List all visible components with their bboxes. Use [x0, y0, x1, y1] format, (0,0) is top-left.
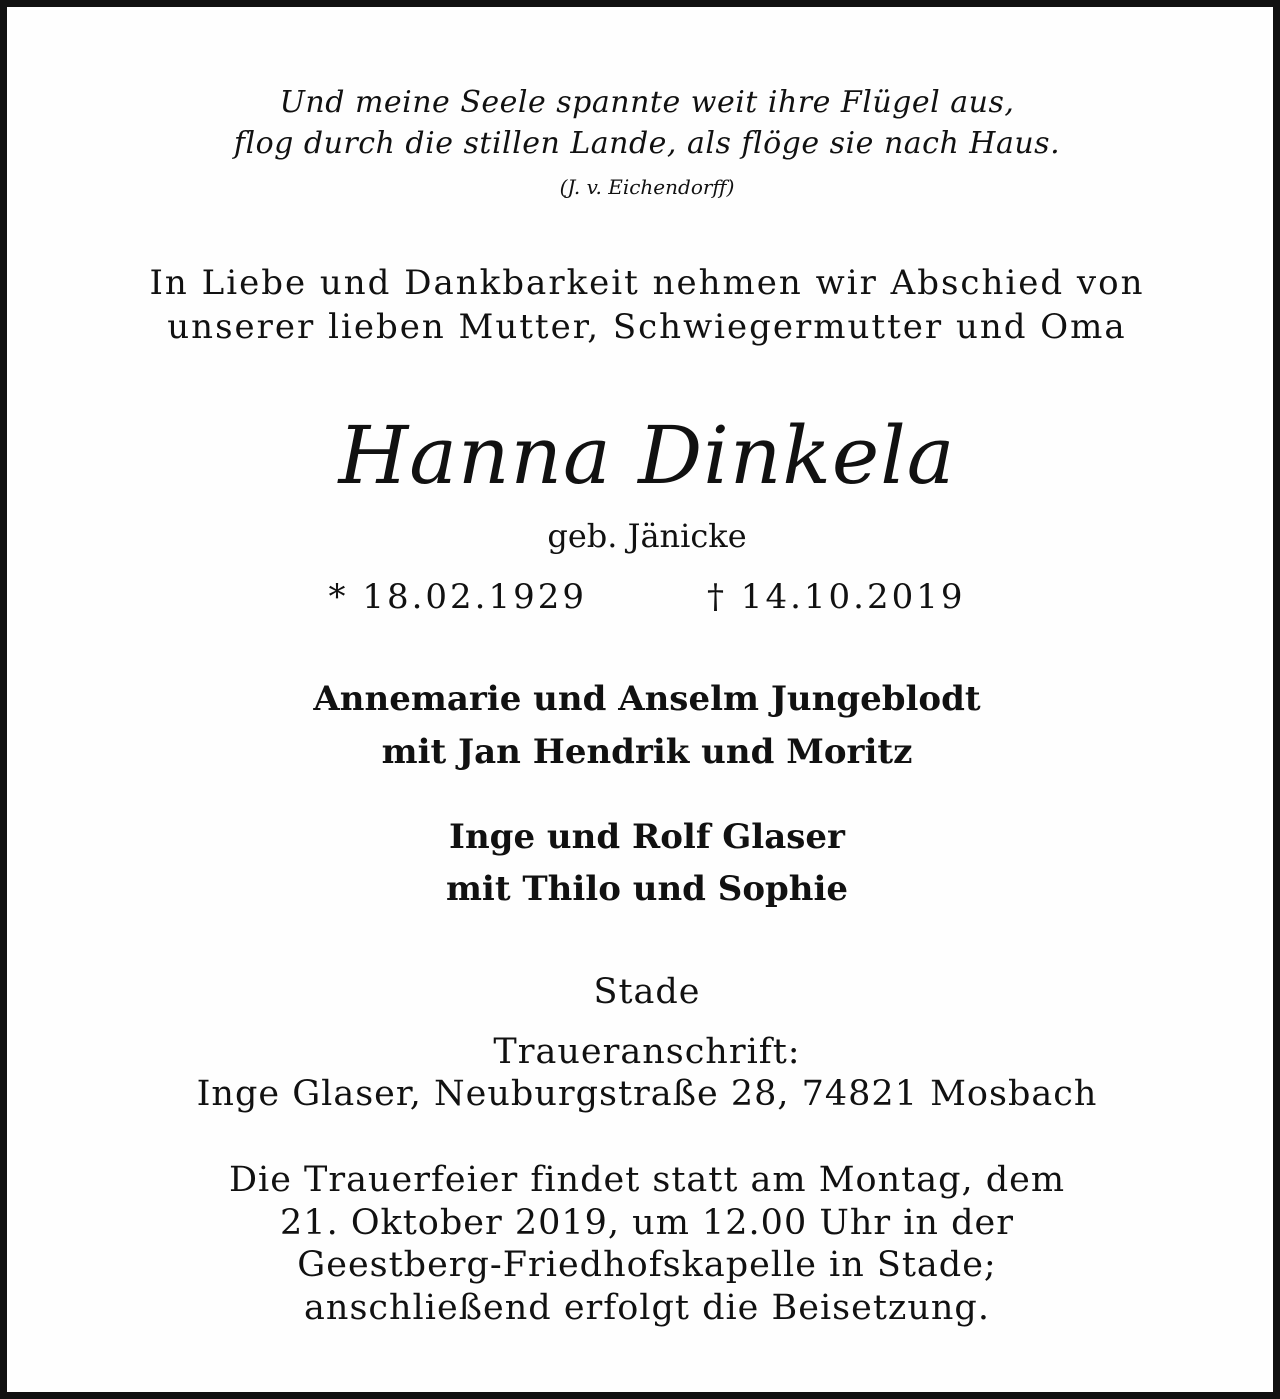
- intro-line-2: unserer lieben Mutter, Schwiegermutter und Oma: [167, 307, 1127, 347]
- birth-date: * 18.02.1929: [328, 577, 587, 617]
- place: Stade: [593, 972, 701, 1012]
- mourner-group-2-line-1: Inge und Rolf Glaser: [449, 817, 845, 857]
- ceremony-line-3: Geestberg-Friedhofskapelle in Stade;: [297, 1245, 997, 1285]
- mourner-group-1-line-1: Annemarie und Anselm Jungeblodt: [313, 679, 981, 719]
- intro-line-1: In Liebe und Dankbarkeit nehmen wir Abschied von: [149, 263, 1145, 303]
- mourner-group-1-line-2: mit Jan Hendrik und Moritz: [381, 732, 913, 772]
- ceremony-line-4: anschließend erfolgt die Beisetzung.: [304, 1288, 990, 1328]
- death-date: † 14.10.2019: [707, 577, 966, 617]
- maiden-name: geb. Jänicke: [547, 517, 747, 555]
- ceremony-line-2: 21. Oktober 2019, um 12.00 Uhr in der: [280, 1203, 1014, 1243]
- quote-line-2: flog durch die stillen Lande, als flöge sie nach Haus.: [233, 126, 1061, 161]
- quote-source: (J. v. Eichendorff): [559, 175, 735, 199]
- ceremony-line-1: Die Trauerfeier findet statt am Montag, dem: [228, 1160, 1066, 1200]
- life-dates: [7, 577, 1280, 617]
- quote-line-1: Und meine Seele spannte weit ihre Flügel aus,: [279, 85, 1015, 120]
- mourner-group-2-line-2: mit Thilo und Sophie: [445, 869, 849, 909]
- deceased-name: Hanna Dinkela: [338, 409, 956, 502]
- address-value: Inge Glaser, Neuburgstraße 28, 74821 Mosbach: [196, 1074, 1098, 1114]
- address-label: Traueranschrift:: [493, 1032, 801, 1072]
